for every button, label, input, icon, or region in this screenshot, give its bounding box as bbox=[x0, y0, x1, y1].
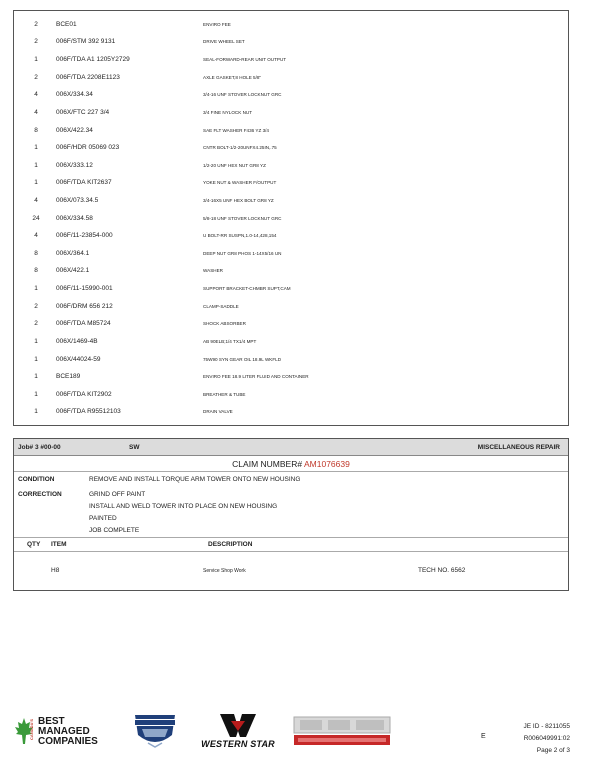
document-meta bbox=[524, 721, 571, 757]
part-qty: 2 bbox=[34, 320, 38, 327]
part-number: 006X/073.34.5 bbox=[56, 197, 99, 204]
je-id: JE ID - 8211055 bbox=[523, 723, 570, 730]
part-description: ENVIRO FEE bbox=[203, 22, 231, 27]
claim-number: AM1076639 bbox=[303, 459, 350, 469]
part-row bbox=[14, 51, 568, 68]
part-row bbox=[14, 33, 568, 50]
part-qty: 4 bbox=[34, 232, 38, 239]
bmc-word: MANAGED bbox=[38, 726, 90, 737]
divider bbox=[14, 551, 568, 552]
part-description: SEAL-FORWARD-REAR UNIT OUTPUT bbox=[203, 57, 287, 62]
part-qty: 1 bbox=[34, 373, 38, 380]
page-number: Page 2 of 3 bbox=[536, 747, 570, 754]
part-row bbox=[14, 69, 568, 86]
part-qty: 8 bbox=[34, 127, 38, 134]
part-number: 006F/DRM 656 212 bbox=[56, 303, 113, 310]
elite-support-badge-icon bbox=[130, 713, 180, 751]
western-star-wordmark: WESTERN STAR bbox=[201, 739, 275, 749]
part-qty: 2 bbox=[34, 21, 38, 28]
divider bbox=[14, 537, 568, 538]
part-row bbox=[14, 157, 568, 174]
part-row bbox=[14, 16, 568, 33]
part-qty: 1 bbox=[34, 179, 38, 186]
footer-mark: E bbox=[481, 733, 486, 740]
part-description: 3/4-16 UNF STOVER LOCKNUT GRC bbox=[203, 92, 282, 97]
part-row bbox=[14, 139, 568, 156]
part-description: YOKE NUT & WASHER F/OUTPUT bbox=[203, 180, 277, 185]
part-number: BCE01 bbox=[56, 21, 77, 28]
part-qty: 24 bbox=[32, 215, 40, 222]
part-number: BCE189 bbox=[56, 373, 81, 380]
part-qty: 2 bbox=[34, 38, 38, 45]
part-number: 006F/TDA KIT2637 bbox=[56, 179, 112, 186]
part-description: 3/4-16X5 UNF HEX BOLT GR8 YZ bbox=[203, 198, 274, 203]
part-description: SUPPORT BRACKET-CHMBR SUPT,CAM bbox=[203, 286, 291, 291]
part-row bbox=[14, 368, 568, 385]
part-number: 006X/334.34 bbox=[56, 91, 93, 98]
part-row bbox=[14, 227, 568, 244]
part-row bbox=[14, 315, 568, 332]
part-row bbox=[14, 174, 568, 191]
part-description: WASHER bbox=[203, 268, 223, 273]
part-row bbox=[14, 192, 568, 209]
part-number: 006F/HDR 05069 023 bbox=[56, 144, 120, 151]
part-description: DEEP NUT GR8 PHOS 1-14X5/16 UN bbox=[203, 251, 282, 256]
part-row bbox=[14, 245, 568, 262]
part-description: DRAIN VALVE bbox=[203, 409, 233, 414]
tech-number: TECH NO. 6562 bbox=[418, 567, 466, 574]
part-qty: 4 bbox=[34, 91, 38, 98]
correction-line: PAINTED bbox=[89, 515, 117, 522]
part-number: 006X/422.1 bbox=[56, 267, 90, 274]
part-row bbox=[14, 104, 568, 121]
part-number: 006F/TDA KIT2902 bbox=[56, 391, 112, 398]
part-row bbox=[14, 262, 568, 279]
western-star-logo bbox=[198, 711, 278, 751]
footer bbox=[0, 705, 593, 765]
part-qty: 1 bbox=[34, 356, 38, 363]
part-qty: 1 bbox=[34, 56, 38, 63]
job-section bbox=[13, 438, 569, 591]
bmc-word: BEST bbox=[38, 716, 65, 727]
best-managed-companies-logo bbox=[14, 713, 119, 749]
claim-line bbox=[14, 458, 568, 470]
correction-label: CORRECTION bbox=[18, 491, 62, 498]
part-number: 006F/TDA M85724 bbox=[56, 320, 111, 327]
part-qty: 8 bbox=[34, 250, 38, 257]
part-number: 006F/STM 392 9131 bbox=[56, 38, 116, 45]
part-qty: 1 bbox=[34, 162, 38, 169]
part-qty: 2 bbox=[34, 74, 38, 81]
correction-line: GRIND OFF PAINT bbox=[89, 491, 146, 498]
thomas-truck-centres-logo-icon bbox=[292, 713, 392, 749]
part-description: CLAMP-SADDLE bbox=[203, 304, 239, 309]
part-description: DRIVE WHEEL SET bbox=[203, 39, 245, 44]
part-row bbox=[14, 122, 568, 139]
part-description: U BOLT-RR SUSPN,1.0-14,428,154 bbox=[203, 233, 277, 238]
part-description: ENVIRO FEE 18.9 LITER FLUID AND CONTAINER bbox=[203, 374, 309, 379]
part-number: 006X/44024-59 bbox=[56, 356, 101, 363]
part-number: 006X/1469-4B bbox=[56, 338, 98, 345]
column-item: ITEM bbox=[51, 541, 67, 548]
part-qty: 4 bbox=[34, 197, 38, 204]
job-number: Job# 3 #00-00 bbox=[18, 444, 61, 451]
part-description: BREATHER & TUBE bbox=[203, 392, 246, 397]
condition-label: CONDITION bbox=[18, 476, 55, 483]
column-qty: QTY bbox=[27, 541, 41, 548]
part-description: 5/8-18 UNF STOVER LOCKNUT GRC bbox=[203, 216, 282, 221]
claim-label: CLAIM NUMBER# bbox=[232, 459, 303, 469]
part-number: 006F/11-23854-000 bbox=[56, 232, 113, 239]
job-type: SW bbox=[129, 444, 140, 451]
item-code: H8 bbox=[51, 567, 60, 574]
part-number: 006F/11-15990-001 bbox=[56, 285, 113, 292]
part-number: 006F/TDA R95512103 bbox=[56, 408, 121, 415]
job-header bbox=[14, 439, 568, 456]
part-number: 006F/TDA 2208E1123 bbox=[56, 74, 120, 81]
part-description: AB 90ELB;1/4 TX1/4 MPT bbox=[203, 339, 257, 344]
parts-list bbox=[13, 10, 569, 426]
part-number: 006X/333.12 bbox=[56, 162, 93, 169]
part-row bbox=[14, 403, 568, 420]
part-qty: 1 bbox=[34, 408, 38, 415]
part-qty: 2 bbox=[34, 303, 38, 310]
part-row bbox=[14, 210, 568, 227]
job-category: MISCELLANEOUS REPAIR bbox=[477, 444, 560, 451]
part-row bbox=[14, 86, 568, 103]
part-qty: 1 bbox=[34, 285, 38, 292]
part-description: 3/4 FINE NYLOCK NUT bbox=[203, 110, 253, 115]
item-description: Service Shop Work bbox=[203, 568, 246, 574]
condition-text: REMOVE AND INSTALL TORQUE ARM TOWER ONTO NEW HOUSING bbox=[89, 476, 301, 483]
bmc-wordmark bbox=[38, 717, 98, 747]
part-qty: 8 bbox=[34, 267, 38, 274]
part-row bbox=[14, 386, 568, 403]
bmc-country-label: CANADA'S bbox=[29, 719, 34, 740]
part-qty: 1 bbox=[34, 338, 38, 345]
part-description: 75W90 SYN GEAR OIL 18.9L WKFLD bbox=[203, 357, 282, 362]
part-row bbox=[14, 333, 568, 350]
part-description: SHOCK ABSORBER bbox=[203, 321, 246, 326]
western-star-emblem-icon bbox=[198, 711, 278, 739]
part-number: 006X/334.58 bbox=[56, 215, 93, 222]
part-qty: 1 bbox=[34, 391, 38, 398]
part-qty: 1 bbox=[34, 144, 38, 151]
bmc-word: COMPANIES bbox=[38, 736, 98, 747]
document-number: R006049991:02 bbox=[523, 735, 570, 742]
part-description: AXLE GASKET,8 HOLE 5/8" bbox=[203, 75, 262, 80]
correction-line: JOB COMPLETE bbox=[89, 527, 140, 534]
part-number: 006X/422.34 bbox=[56, 127, 93, 134]
part-description: 1/2-20 UNF HEX NUT GR8 YZ bbox=[203, 163, 266, 168]
part-number: 006X/364.1 bbox=[56, 250, 90, 257]
part-number: 006X/FTC 227 3/4 bbox=[56, 109, 110, 116]
part-number: 006F/TDA A1 1205Y2729 bbox=[56, 56, 130, 63]
part-row bbox=[14, 351, 568, 368]
correction-line: INSTALL AND WELD TOWER INTO PLACE ON NEW HOUSING bbox=[89, 503, 278, 510]
part-qty: 4 bbox=[34, 109, 38, 116]
column-description: DESCRIPTION bbox=[208, 541, 253, 548]
part-description: SAE FLT WASHER F436 YZ 3/4 bbox=[203, 128, 269, 133]
part-description: CNTR BOLT-1/2-20UNFX4.25IN,.75 bbox=[203, 145, 277, 150]
divider bbox=[14, 471, 568, 472]
part-row bbox=[14, 280, 568, 297]
part-row bbox=[14, 298, 568, 315]
